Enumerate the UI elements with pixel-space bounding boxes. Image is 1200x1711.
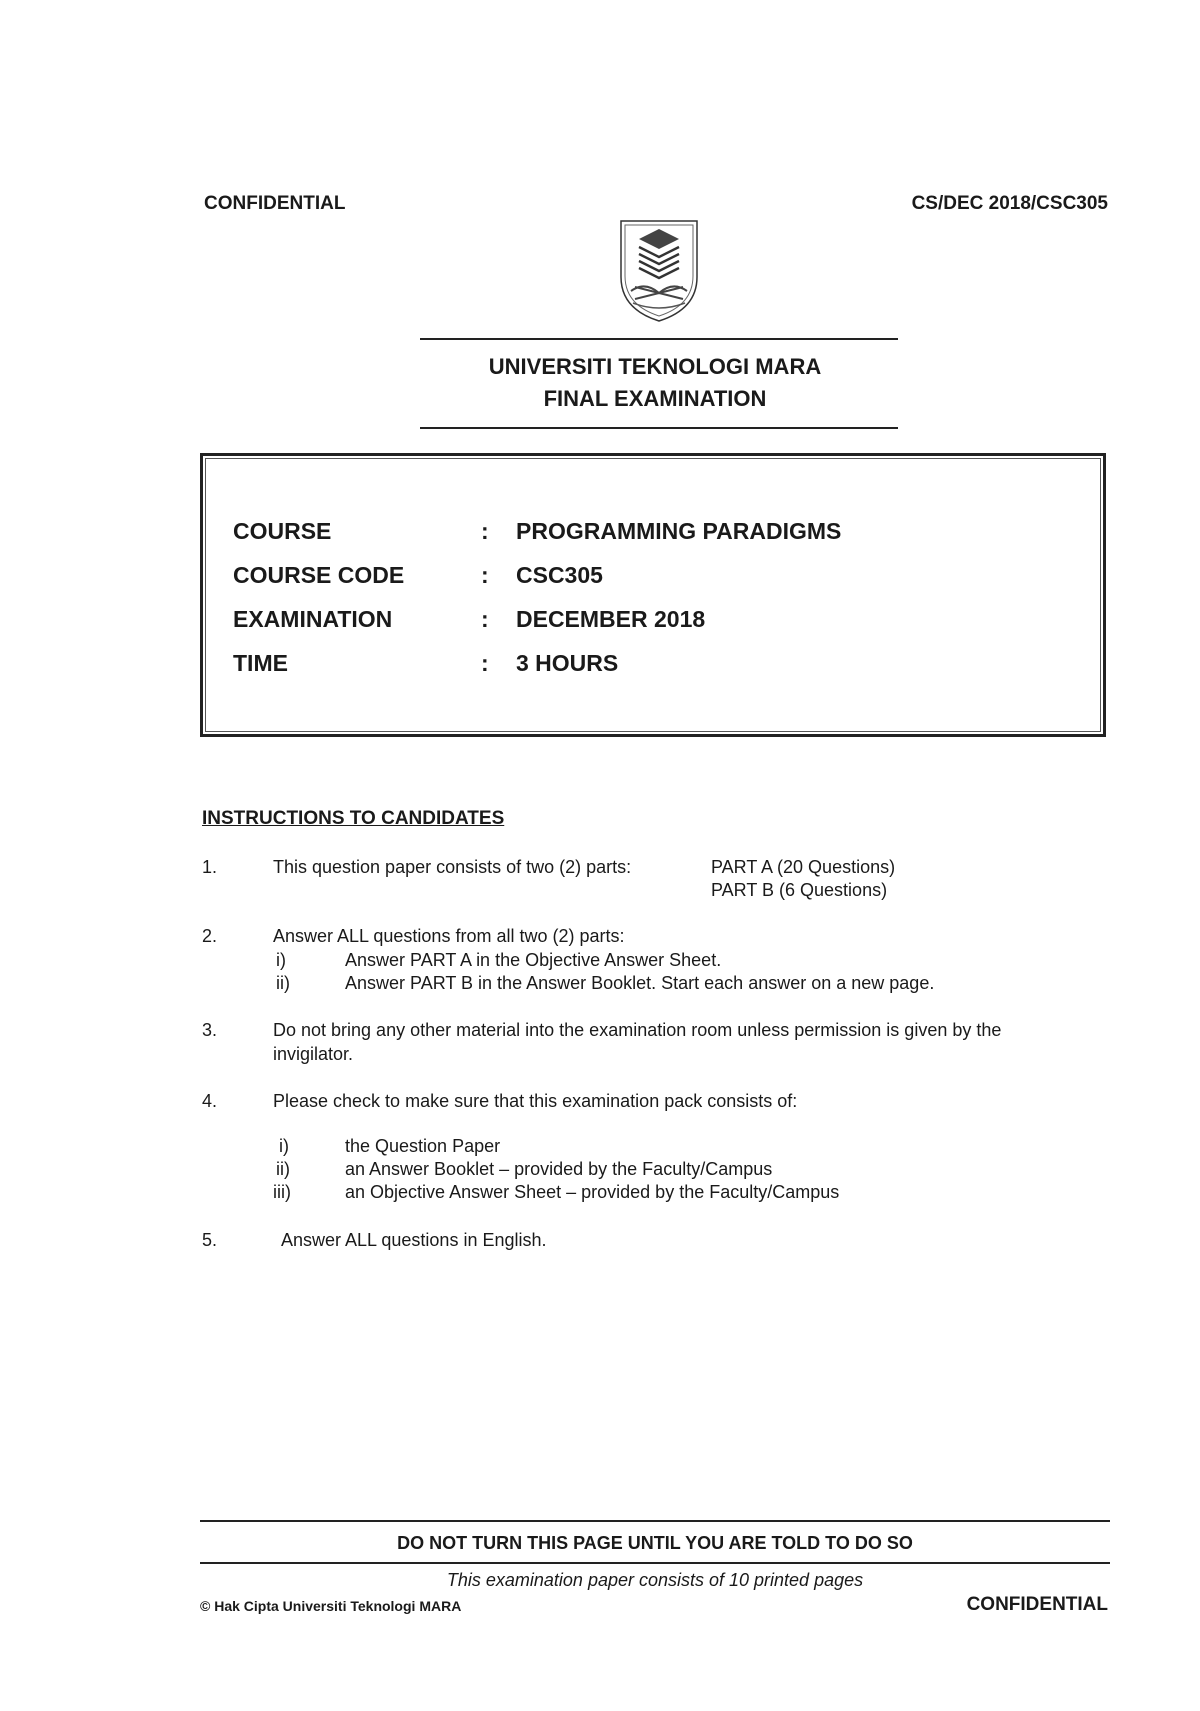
header-confidential: CONFIDENTIAL [204, 193, 346, 214]
instruction-text: This question paper consists of two (2) parts: [273, 857, 632, 877]
instruction-text: Please check to make sure that this examination pack consists of: [273, 1091, 798, 1111]
instruction-text: Answer ALL questions from all two (2) parts: [273, 926, 625, 946]
instruction-number: 4. [202, 1091, 218, 1111]
info-colon: : [481, 650, 489, 676]
sub-number: i) [276, 950, 286, 970]
info-label: EXAMINATION [233, 606, 393, 632]
info-label: COURSE CODE [233, 562, 405, 588]
instruction-number: 5. [202, 1230, 218, 1250]
info-colon: : [481, 518, 489, 544]
exam-title: FINAL EXAMINATION [543, 386, 767, 411]
info-value: CSC305 [516, 562, 603, 588]
sub-text: the Question Paper [345, 1136, 501, 1156]
info-colon: : [481, 606, 489, 632]
sub-text: Answer PART A in the Objective Answer Sheet. [345, 950, 722, 970]
footer-copyright: © Hak Cipta Universiti Teknologi MARA [200, 1598, 462, 1614]
info-label: COURSE [233, 518, 332, 544]
university-crest-icon [617, 217, 701, 330]
header-paper-code: CS/DEC 2018/CSC305 [911, 193, 1108, 214]
part-b-label: PART B (6 Questions) [711, 880, 888, 900]
course-info-box [200, 453, 1106, 737]
sub-number: i) [279, 1136, 289, 1156]
instructions-heading: INSTRUCTIONS TO CANDIDATES [202, 808, 505, 829]
instruction-text-line2: invigilator. [273, 1044, 354, 1064]
info-value: 3 HOURS [516, 650, 619, 676]
sub-text: Answer PART B in the Answer Booklet. Start each answer on a new page. [345, 973, 935, 993]
sub-number: ii) [276, 973, 290, 993]
instruction-text: Answer ALL questions in English. [281, 1230, 547, 1250]
footer-page-count: This examination paper consists of 10 printed pages [446, 1570, 864, 1590]
footer-confidential: CONFIDENTIAL [966, 1594, 1108, 1615]
footer-top-rule [200, 1520, 1110, 1522]
info-label: TIME [233, 650, 288, 676]
sub-text: an Answer Booklet – provided by the Faculty/Campus [345, 1159, 773, 1179]
info-colon: : [481, 562, 489, 588]
title-bottom-rule [420, 427, 898, 429]
university-name: UNIVERSITI TEKNOLOGI MARA [488, 354, 822, 379]
instruction-number: 2. [202, 926, 218, 946]
footer-warning: DO NOT TURN THIS PAGE UNTIL YOU ARE TOLD TO DO SO [397, 1533, 913, 1553]
title-top-rule [420, 338, 898, 340]
instruction-number: 3. [202, 1020, 218, 1040]
instruction-text-line1: Do not bring any other material into the examination room unless permission is given by the [273, 1020, 1002, 1040]
info-value: PROGRAMMING PARADIGMS [516, 518, 842, 544]
instruction-number: 1. [202, 857, 218, 877]
info-value: DECEMBER 2018 [516, 606, 706, 632]
footer-bottom-rule [200, 1562, 1110, 1564]
part-a-label: PART A (20 Questions) [711, 857, 896, 877]
sub-number: ii) [276, 1159, 290, 1179]
sub-number: iii) [273, 1182, 291, 1202]
sub-text: an Objective Answer Sheet – provided by the Faculty/Campus [345, 1182, 840, 1202]
